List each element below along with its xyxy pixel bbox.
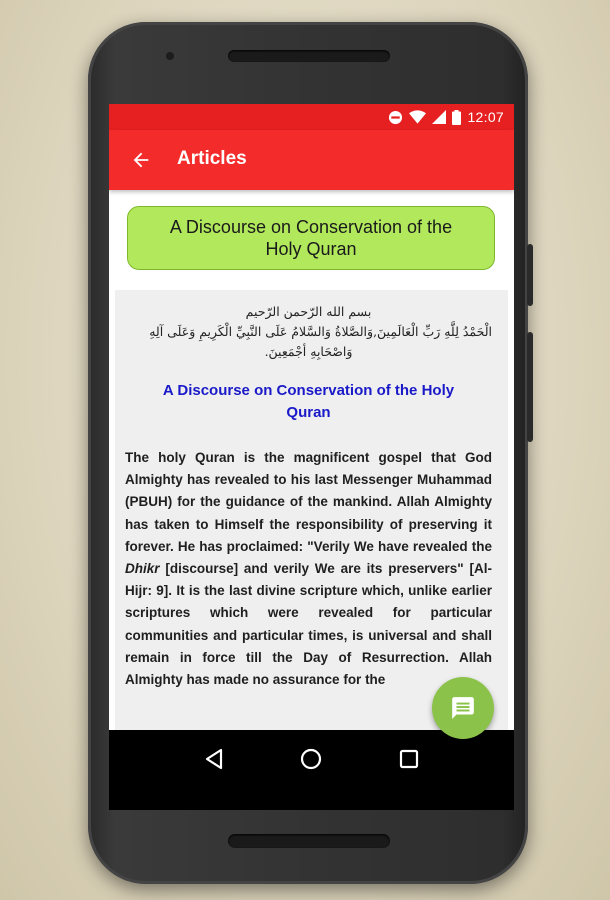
home-circle-icon (300, 748, 322, 770)
screen (109, 104, 514, 810)
article-paragraph (125, 447, 492, 691)
do-not-disturb-icon (388, 110, 403, 125)
paragraph-emphasis: Dhikr (125, 561, 160, 577)
arabic-basmala: بسم الله الرّحمن الرّحيم (245, 304, 372, 319)
power-button (527, 244, 533, 306)
paragraph-part-1: The holy Quran is the magnificent gospel that God Almighty has revealed to his last Messenger Muhammad (PBUH) for the guidance of the mankind. Allah Almighty has taken to Himself the responsibility of preserving it forever. He has proclaimed: "Verily We have revealed the (125, 450, 492, 554)
content-area (109, 190, 514, 730)
paragraph-part-2: [discourse] and verily We are its preservers" [Al-Hijr: 9]. It is the last divine scripture which, unlike earlier scriptures which were revealed for particular communities and particular times, is universal and shall remain in force till the Day of Resurrection. Allah Almighty has made no assurance for the (125, 561, 492, 688)
article-heading: A Discourse on Conservation of the Holy Quran (162, 382, 455, 421)
signal-icon (432, 110, 446, 124)
status-time: 12:07 (467, 109, 504, 125)
arabic-ending: وَاصْحَابِهِ أجْمَعِينَ. (264, 344, 353, 359)
wifi-icon (409, 110, 426, 124)
status-bar (109, 104, 514, 130)
chat-fab-button[interactable] (432, 677, 494, 739)
arabic-doxology: الْحَمْدُ لِلَّهِ رَبِّ الْعَالَمِينَ,وَالصَّلاةُ وَالسَّلامُ عَلَى النَّبِيِّ الْكَرِيمِ وَعَلَى آلِهِ (149, 324, 492, 339)
phone-frame (88, 22, 528, 884)
arabic-intro (125, 302, 492, 362)
front-camera (166, 52, 174, 60)
chat-icon (450, 695, 476, 721)
bottom-speaker (228, 834, 390, 848)
earpiece-speaker (228, 50, 390, 62)
volume-button (527, 332, 533, 442)
nav-home-button[interactable] (298, 746, 324, 772)
article-title-button[interactable]: A Discourse on Conservation of the Holy Quran (127, 206, 495, 270)
back-triangle-icon (204, 748, 224, 770)
article-body (115, 290, 508, 730)
battery-icon (452, 110, 461, 125)
recents-square-icon (399, 749, 419, 769)
app-title: Articles (177, 148, 247, 169)
nav-back-button[interactable] (201, 746, 227, 772)
nav-recents-button[interactable] (396, 746, 422, 772)
app-bar (109, 130, 514, 190)
arrow-back-icon[interactable] (129, 149, 153, 171)
navigation-bar (109, 730, 514, 788)
